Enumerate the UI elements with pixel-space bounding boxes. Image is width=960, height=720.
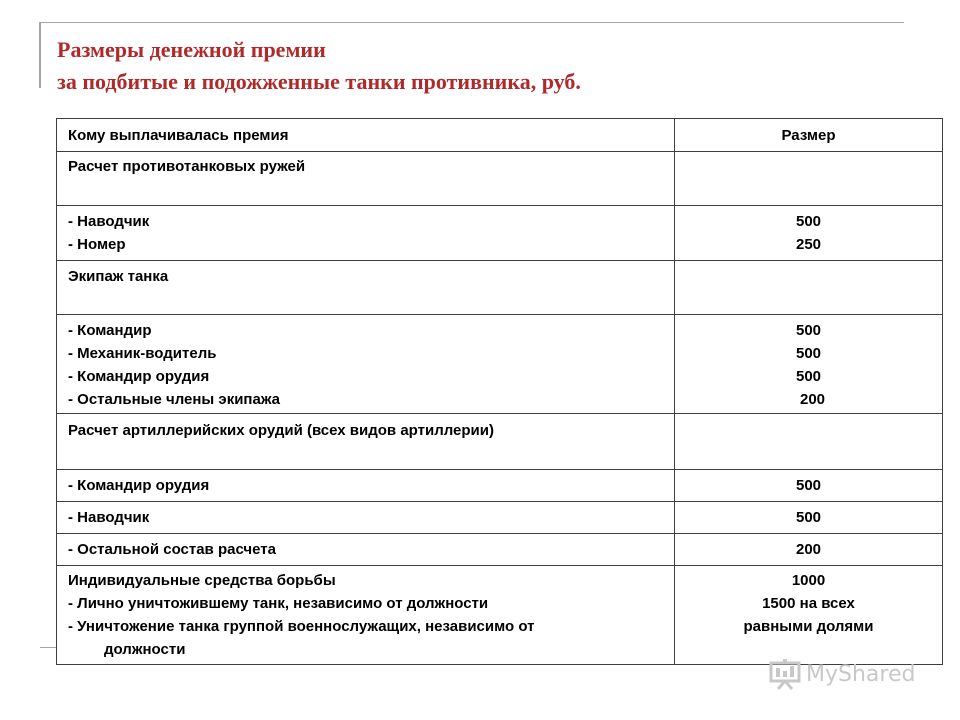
at-number-amount: 250 — [795, 236, 822, 253]
row-tank-crew-amount — [675, 261, 943, 315]
art-rest-label: - Остальной состав расчета — [68, 541, 276, 558]
table-header-row — [57, 119, 943, 152]
row-at-members — [57, 206, 675, 261]
table-row — [57, 534, 943, 566]
row-individual — [57, 566, 675, 665]
decorative-bottom-line — [40, 647, 56, 648]
table-row — [57, 206, 943, 261]
tank-crew-label: Экипаж танка — [68, 268, 169, 285]
row-tank-members — [57, 315, 675, 414]
row-art-gunner — [57, 502, 675, 534]
title-line-1: Размеры денежной премии — [57, 37, 326, 62]
ind-group-label-line-2: должности — [104, 641, 186, 658]
individual-label: Индивидуальные средства борьбы — [68, 572, 336, 589]
row-art-gun-commander — [57, 470, 675, 502]
tank-driver-label: - Механик-водитель — [68, 345, 217, 362]
decorative-top-line — [40, 22, 904, 23]
artillery-label: Расчет артиллерийских орудий (всех видов артиллерии) — [68, 422, 494, 439]
table-row — [57, 315, 943, 414]
tank-others-label: - Остальные члены экипажа — [68, 391, 280, 408]
tank-gun-commander-amount: 500 — [795, 368, 822, 385]
table-row — [57, 261, 943, 315]
ind-amount-2: 1500 на всех — [762, 595, 855, 612]
title-line-2: за подбитые и подожженные танки противника, руб. — [57, 69, 581, 94]
row-artillery — [57, 414, 675, 470]
ind-amount-1: 1000 — [791, 572, 826, 589]
row-at-rifles-label: Расчет противотанковых ружей — [68, 158, 306, 175]
at-number-label: - Номер — [68, 236, 126, 253]
watermark — [768, 657, 915, 691]
watermark-text: MyShared — [806, 661, 916, 687]
at-gunner-label: - Наводчик — [68, 213, 150, 230]
header-amount — [675, 119, 943, 152]
tank-commander-label: - Командир — [68, 322, 152, 339]
decorative-left-line — [39, 22, 41, 88]
art-rest-amount: 200 — [795, 541, 822, 558]
row-art-rest — [57, 534, 675, 566]
header-amount-label: Размер — [781, 126, 836, 144]
row-tank-members-amount — [675, 315, 943, 414]
art-gunner-label: - Наводчик — [68, 509, 150, 526]
tank-others-amount: 200 — [799, 391, 826, 408]
row-at-rifles — [57, 152, 675, 206]
table-row — [57, 502, 943, 534]
table-row — [57, 414, 943, 470]
art-gunner-amount: 500 — [795, 509, 822, 526]
ind-personal-label: - Лично уничтожившему танк, независимо от должности — [68, 595, 489, 612]
table-row — [57, 566, 943, 665]
header-who-label: Кому выплачивалась премия — [68, 126, 289, 144]
row-art-gun-commander-amount — [675, 470, 943, 502]
header-who — [57, 119, 675, 152]
art-gun-commander-label: - Командир орудия — [68, 477, 210, 494]
tank-commander-amount: 500 — [795, 322, 822, 339]
row-at-rifles-amount — [675, 152, 943, 206]
row-art-rest-amount — [675, 534, 943, 566]
row-art-gunner-amount — [675, 502, 943, 534]
slide-title — [57, 34, 581, 98]
prize-table — [56, 118, 943, 665]
tank-driver-amount: 500 — [795, 345, 822, 362]
ind-group-label-line-1: - Уничтожение танка группой военнослужащих, независимо от — [68, 618, 535, 635]
row-individual-amount — [675, 566, 943, 665]
row-tank-crew — [57, 261, 675, 315]
table-row — [57, 470, 943, 502]
presentation-board-icon — [768, 657, 802, 691]
row-at-members-amount — [675, 206, 943, 261]
art-gun-commander-amount: 500 — [795, 477, 822, 494]
tank-gun-commander-label: - Командир орудия — [68, 368, 210, 385]
at-gunner-amount: 500 — [795, 213, 822, 230]
ind-amount-3: равными долями — [743, 618, 874, 635]
table-row — [57, 152, 943, 206]
row-artillery-amount — [675, 414, 943, 470]
